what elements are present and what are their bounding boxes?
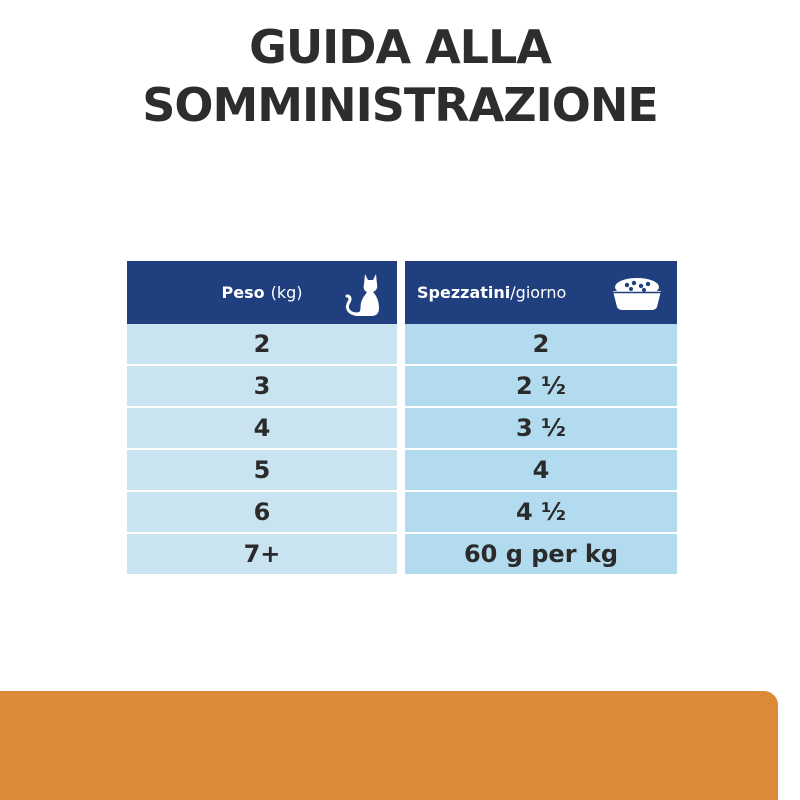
weight-cell: 3: [127, 366, 397, 406]
amount-cell: 2: [405, 324, 677, 364]
table-row: [127, 450, 677, 490]
table-row: [127, 408, 677, 448]
weight-cell: 6: [127, 492, 397, 532]
amount-cell: 60 g per kg: [405, 534, 677, 574]
weight-cell: 2: [127, 324, 397, 364]
header-amount-label: Spezzatini: [417, 283, 511, 302]
page-title: [0, 18, 800, 134]
weight-cell: 5: [127, 450, 397, 490]
title-line-2: SOMMINISTRAZIONE: [142, 78, 658, 132]
food-bowl-icon: [607, 275, 667, 311]
weight-cell: 4: [127, 408, 397, 448]
header-amount-unit: /giorno: [510, 283, 567, 302]
amount-cell: 4: [405, 450, 677, 490]
header-weight-unit: (kg): [270, 283, 303, 302]
table-row: [127, 324, 677, 364]
amount-cell: 3 ½: [405, 408, 677, 448]
decorative-band: [0, 691, 778, 800]
weight-cell: 7+: [127, 534, 397, 574]
table-header: [127, 261, 677, 324]
title-line-1: GUIDA ALLA: [249, 20, 551, 74]
table-row: [127, 366, 677, 406]
header-weight: [127, 261, 397, 324]
table-row: [127, 534, 677, 574]
table-row: [127, 492, 677, 532]
header-amount: [405, 261, 677, 324]
amount-cell: 2 ½: [405, 366, 677, 406]
amount-cell: 4 ½: [405, 492, 677, 532]
feeding-table: [127, 261, 677, 574]
cat-icon: [343, 270, 383, 318]
header-weight-label: Peso: [221, 283, 265, 302]
